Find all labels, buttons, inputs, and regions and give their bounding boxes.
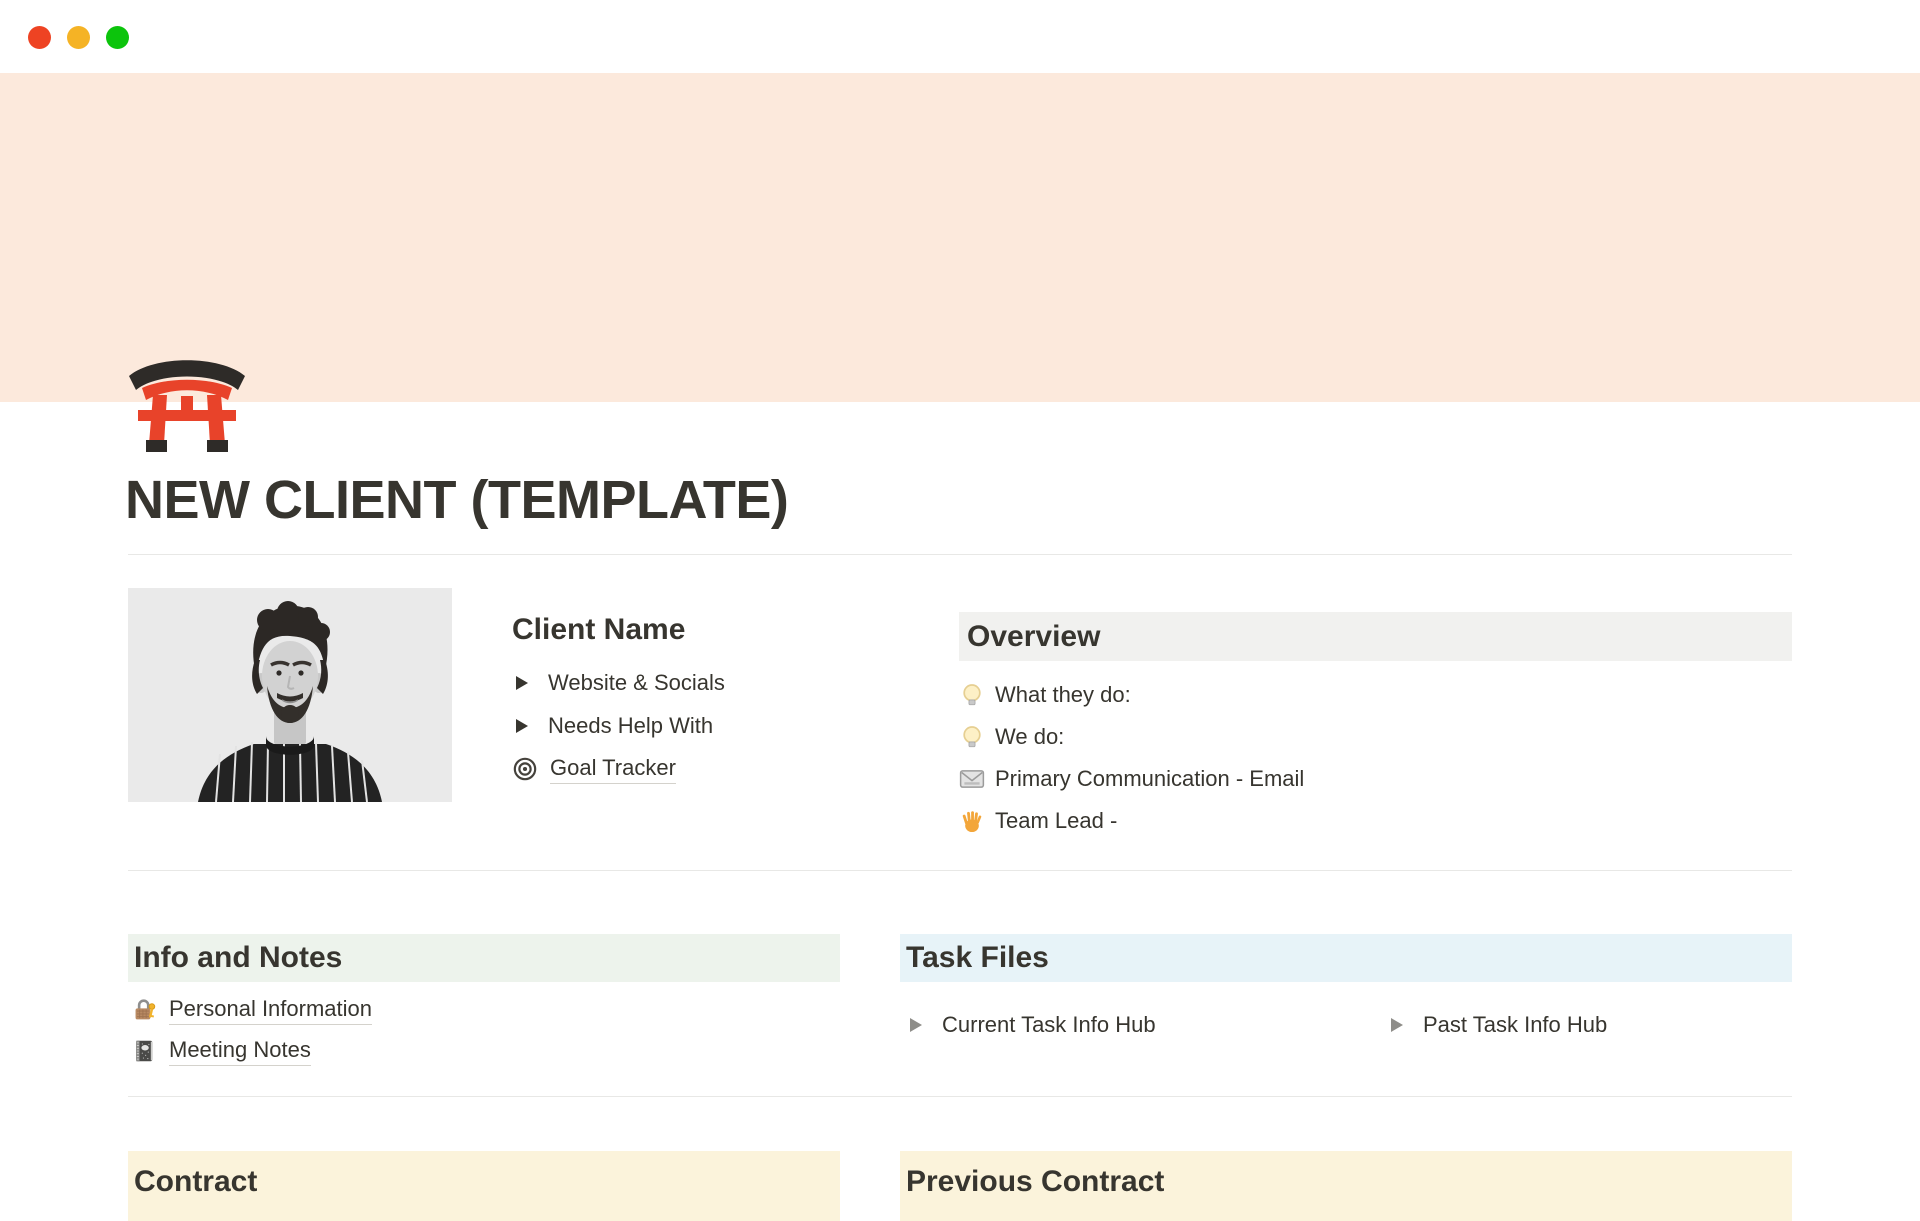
torii-gate-icon[interactable] <box>126 350 248 452</box>
previous-contract-heading: Previous Contract <box>906 1165 1165 1198</box>
page-cover <box>0 73 1920 402</box>
toggle-arrow-icon[interactable] <box>516 676 528 690</box>
toggle-needs-help-with[interactable] <box>512 711 912 741</box>
light-bulb-icon <box>959 724 985 750</box>
meeting-notes-label[interactable]: Meeting Notes <box>169 1037 311 1066</box>
e-mail-icon <box>959 766 985 792</box>
client-photo[interactable] <box>128 588 452 802</box>
raised-hand-icon <box>959 808 985 834</box>
overview-item-text: Primary Communication - Email <box>995 766 1305 791</box>
notebook-icon <box>131 1038 157 1064</box>
task-files-heading-band <box>900 934 1792 982</box>
info-and-notes-heading-band <box>128 934 840 982</box>
overview-heading-band <box>959 612 1792 661</box>
overview-heading: Overview <box>967 619 1101 653</box>
overview-item-text: Team Lead - <box>995 808 1118 833</box>
overview-item <box>959 674 1792 716</box>
contract-heading: Contract <box>134 1165 258 1198</box>
goal-tracker-link[interactable] <box>512 754 912 784</box>
toggle-past-task-info-hub[interactable] <box>1387 1010 1607 1040</box>
traffic-light-close-button[interactable] <box>28 26 51 49</box>
personal-information-link[interactable] <box>131 993 372 1027</box>
meeting-notes-link[interactable] <box>131 1034 372 1068</box>
light-bulb-icon <box>959 682 985 708</box>
toggle-label: Needs Help With <box>548 713 714 738</box>
traffic-light-zoom-button[interactable] <box>106 26 129 49</box>
overview-item-text: What they do: <box>995 682 1131 707</box>
locked-with-key-icon <box>131 997 157 1023</box>
overview-item <box>959 716 1792 758</box>
contract-heading-band <box>128 1151 840 1221</box>
overview-item <box>959 800 1792 842</box>
overview-item <box>959 758 1792 800</box>
divider <box>128 1096 1792 1097</box>
toggle-arrow-icon[interactable] <box>910 1018 922 1032</box>
client-name-heading: Client Name <box>512 613 686 646</box>
info-and-notes-heading: Info and Notes <box>134 941 343 974</box>
traffic-light-minimize-button[interactable] <box>67 26 90 49</box>
toggle-label: Past Task Info Hub <box>1423 1012 1608 1037</box>
toggle-current-task-info-hub[interactable] <box>906 1010 1156 1040</box>
task-files-heading: Task Files <box>906 941 1049 974</box>
overview-item-text: We do: <box>995 724 1065 749</box>
page-title[interactable]: NEW CLIENT (TEMPLATE) <box>125 470 789 530</box>
toggle-website-socials[interactable] <box>512 668 912 698</box>
toggle-arrow-icon[interactable] <box>516 719 528 733</box>
goal-tracker-label[interactable]: Goal Tracker <box>550 755 676 784</box>
previous-contract-heading-band <box>900 1151 1792 1221</box>
divider <box>128 870 1792 871</box>
toggle-label: Website & Socials <box>548 670 725 695</box>
personal-information-label[interactable]: Personal Information <box>169 996 372 1025</box>
divider <box>128 554 1792 555</box>
window-titlebar <box>0 0 1920 73</box>
bullseye-icon <box>512 756 538 782</box>
toggle-label: Current Task Info Hub <box>942 1012 1156 1037</box>
toggle-arrow-icon[interactable] <box>1391 1018 1403 1032</box>
